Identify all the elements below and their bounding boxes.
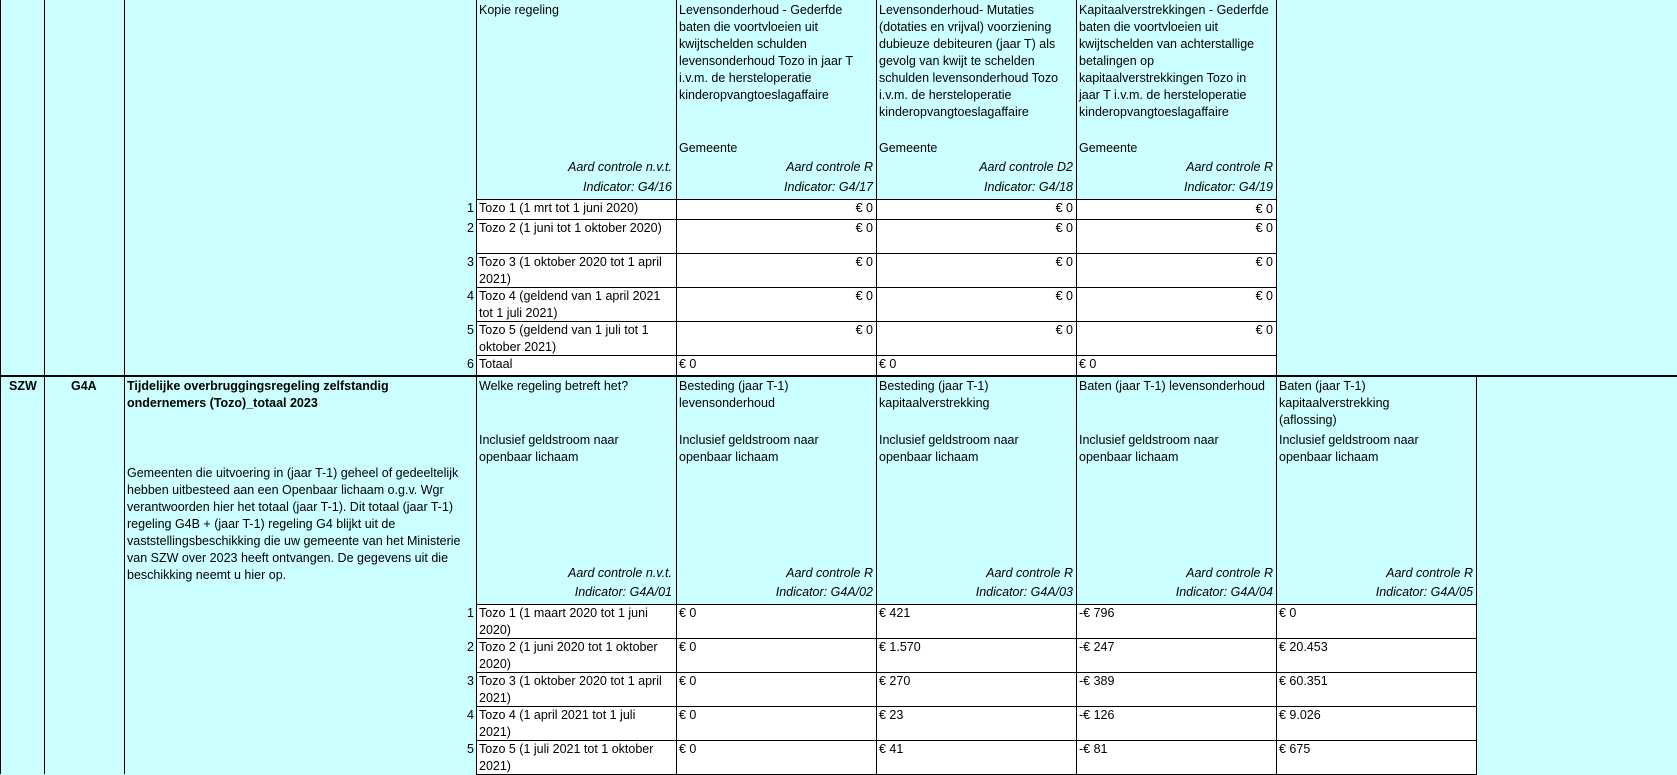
value: € 41 — [879, 742, 904, 756]
value: € 0 — [679, 742, 697, 756]
gemeente-label: Gemeente — [879, 141, 938, 155]
regeling-description: Gemeenten die uitvoering in (jaar T-1) geheel of gedeeltelijk hebben uitbesteed aan een Openbaar lichaam o.g.v. Wgr verantwoorden hier het totaal (jaar T-1). Dit totaal (jaar T-1) regeling G4B + (jaar T-1) regeling G4 blijkt uit de vaststellingsbeschikking die uw gemeente van het Ministerie van SZW over 2023 heeft ontvangen. De gegevens uit die beschikking neemt u hier op. — [127, 466, 461, 582]
value: € 23 — [879, 708, 904, 722]
value: € 0 — [1255, 221, 1273, 235]
value: € 20.453 — [1279, 640, 1328, 654]
value: € 0 — [1055, 289, 1073, 303]
col-divider — [0, 0, 1, 774]
indicator: Indicator: G4A/02 — [775, 585, 873, 599]
aard-controle: Aard controle R — [786, 160, 873, 174]
row-number: 2 — [467, 640, 474, 654]
value: € 0 — [1055, 201, 1073, 215]
value: € 0 — [679, 674, 697, 688]
value: € 0 — [1055, 323, 1073, 337]
value-cell[interactable] — [1276, 604, 1477, 639]
regeling-code: G4A — [71, 379, 97, 393]
value: -€ 81 — [1079, 742, 1108, 756]
value: -€ 389 — [1079, 674, 1115, 688]
regeling-label: Tozo 4 (geldend van 1 april 2021 tot 1 juli 2021) — [479, 289, 661, 320]
regeling-label: Tozo 1 (1 mrt tot 1 juni 2020) — [479, 201, 639, 215]
col-divider — [44, 0, 45, 774]
value-cell[interactable] — [676, 740, 877, 775]
section-divider — [0, 375, 1677, 377]
row-number: 1 — [467, 201, 474, 215]
row-number: 5 — [467, 742, 474, 756]
value: € 0 — [679, 708, 697, 722]
indicator: Indicator: G4A/05 — [1375, 585, 1473, 599]
value: € 0 — [855, 323, 873, 337]
col-divider — [124, 0, 125, 774]
row-number: 4 — [467, 708, 474, 722]
regeling-title: Tijdelijke overbruggingsregeling zelfstandig ondernemers (Tozo)_totaal 2023 — [127, 379, 389, 410]
regeling-label: Tozo 5 (1 juli 2021 tot 1 oktober 2021) — [479, 742, 654, 773]
totaal-cell — [676, 355, 877, 376]
value-cell[interactable] — [676, 638, 877, 673]
aard-controle: Aard controle R — [1386, 566, 1473, 580]
regeling-label: Tozo 1 (1 maart 2020 tot 1 juni 2020) — [479, 606, 648, 637]
row-number: 4 — [467, 289, 474, 303]
value: -€ 796 — [1079, 606, 1115, 620]
aard-controle: Aard controle n.v.t. — [568, 566, 672, 580]
totaal-value: € 0 — [879, 357, 897, 371]
inclusief-label: Inclusief geldstroom naar openbaar lichaam — [1079, 433, 1219, 464]
inclusief-label: Inclusief geldstroom naar openbaar lichaam — [679, 433, 819, 464]
value: € 1.570 — [879, 640, 921, 654]
value-cell[interactable] — [876, 706, 1077, 741]
indicator: Indicator: G4A/01 — [574, 585, 672, 599]
aard-controle: Aard controle R — [1186, 566, 1273, 580]
value: € 0 — [1255, 289, 1273, 303]
header-kopie-regeling: Kopie regeling — [479, 3, 559, 17]
header-besteding-kapitaalverstrekking: Besteding (jaar T-1) kapitaalverstrekking — [879, 379, 990, 410]
header-baten-kapitaalverstrekking: Baten (jaar T-1) kapitaalverstrekking (aflossing) — [1279, 379, 1390, 427]
aard-controle: Aard controle R — [1186, 160, 1273, 174]
header-kapitaalverstrekkingen: Kapitaalverstrekkingen - Gederfde baten die voortvloeien uit kwijtschelden van achterstallige betalingen op kapitaalverstrekkingen Tozo in jaar T i.v.m. de hersteloperatie kinderopvangtoeslagaffaire — [1079, 3, 1269, 119]
totaal-cell — [876, 355, 1077, 376]
indicator: Indicator: G4A/04 — [1175, 585, 1273, 599]
header-levensonderhoud-gederfde: Levensonderhoud - Gederfde baten die voortvloeien uit kwijtschelden schulden levensonderhoud Tozo in jaar T i.v.m. de hersteloperatie kinderopvangtoeslagaffaire — [679, 3, 853, 102]
value: € 421 — [879, 606, 911, 620]
indicator: Indicator: G4/17 — [784, 180, 873, 194]
value: € 270 — [879, 674, 911, 688]
row-number: 6 — [467, 357, 474, 371]
aard-controle: Aard controle D2 — [979, 160, 1073, 174]
value: € 0 — [855, 255, 873, 269]
inclusief-label: Inclusief geldstroom naar openbaar lichaam — [479, 433, 619, 464]
value: € 0 — [1055, 221, 1073, 235]
value-cell[interactable] — [876, 740, 1077, 775]
value: € 0 — [855, 201, 873, 215]
row-number: 2 — [467, 221, 474, 235]
value: € 0 — [1279, 606, 1297, 620]
regeling-label: Tozo 5 (geldend van 1 juli tot 1 oktober 2021) — [479, 323, 649, 354]
value: € 675 — [1279, 742, 1311, 756]
value: € 9.026 — [1279, 708, 1321, 722]
indicator: Indicator: G4/18 — [984, 180, 1073, 194]
row-number: 3 — [467, 674, 474, 688]
gemeente-label: Gemeente — [1079, 141, 1138, 155]
indicator: Indicator: G4A/03 — [975, 585, 1073, 599]
row-number: 1 — [467, 606, 474, 620]
row-number: 5 — [467, 323, 474, 337]
header-levensonderhoud-mutaties: Levensonderhoud- Mutaties (dotaties en vrijval) voorziening dubieuze debiteuren (jaar T) als gevolg van kwijt te schelden schulden levensonderhoud Tozo i.v.m. de hersteloperatie kinderopvangtoeslagaffaire — [879, 3, 1059, 119]
value: € 0 — [855, 221, 873, 235]
value: € 0 — [1255, 202, 1273, 216]
totaal-value: € 0 — [679, 357, 697, 371]
value-cell[interactable] — [676, 604, 877, 639]
regeling-label: Tozo 3 (1 oktober 2020 tot 1 april 2021) — [479, 255, 662, 286]
value: € 0 — [1055, 255, 1073, 269]
totaal-value: € 0 — [1079, 357, 1097, 371]
value: € 0 — [679, 640, 697, 654]
value: € 0 — [1255, 323, 1273, 337]
regeling-label: Tozo 2 (1 juni tot 1 oktober 2020) — [479, 221, 662, 235]
regeling-label: Tozo 4 (1 april 2021 tot 1 juli 2021) — [479, 708, 636, 739]
regeling-label: Tozo 2 (1 juni 2020 tot 1 oktober 2020) — [479, 640, 658, 671]
department-code: SZW — [9, 379, 37, 393]
indicator: Indicator: G4/19 — [1184, 180, 1273, 194]
value-cell[interactable] — [676, 706, 877, 741]
header-baten-levensonderhoud: Baten (jaar T-1) levensonderhoud — [1079, 379, 1265, 393]
value-cell[interactable] — [676, 672, 877, 707]
header-welke-regeling: Welke regeling betreft het? — [479, 379, 629, 393]
regeling-label: Tozo 3 (1 oktober 2020 tot 1 april 2021) — [479, 674, 662, 705]
inclusief-label: Inclusief geldstroom naar openbaar lichaam — [879, 433, 1019, 464]
value: € 0 — [679, 606, 697, 620]
indicator: Indicator: G4/16 — [583, 180, 672, 194]
gemeente-label: Gemeente — [679, 141, 738, 155]
value: € 0 — [1255, 255, 1273, 269]
inclusief-label: Inclusief geldstroom naar openbaar lichaam — [1279, 433, 1419, 464]
totaal-cell — [1076, 355, 1277, 376]
aard-controle: Aard controle R — [986, 566, 1073, 580]
value: -€ 247 — [1079, 640, 1115, 654]
header-besteding-levensonderhoud: Besteding (jaar T-1) levensonderhoud — [679, 379, 789, 410]
aard-controle: Aard controle R — [786, 566, 873, 580]
aard-controle: Aard controle n.v.t. — [568, 160, 672, 174]
value: -€ 126 — [1079, 708, 1115, 722]
value: € 0 — [855, 289, 873, 303]
totaal-label: Totaal — [479, 357, 513, 371]
value: € 60.351 — [1279, 674, 1328, 688]
row-number: 3 — [467, 255, 474, 269]
